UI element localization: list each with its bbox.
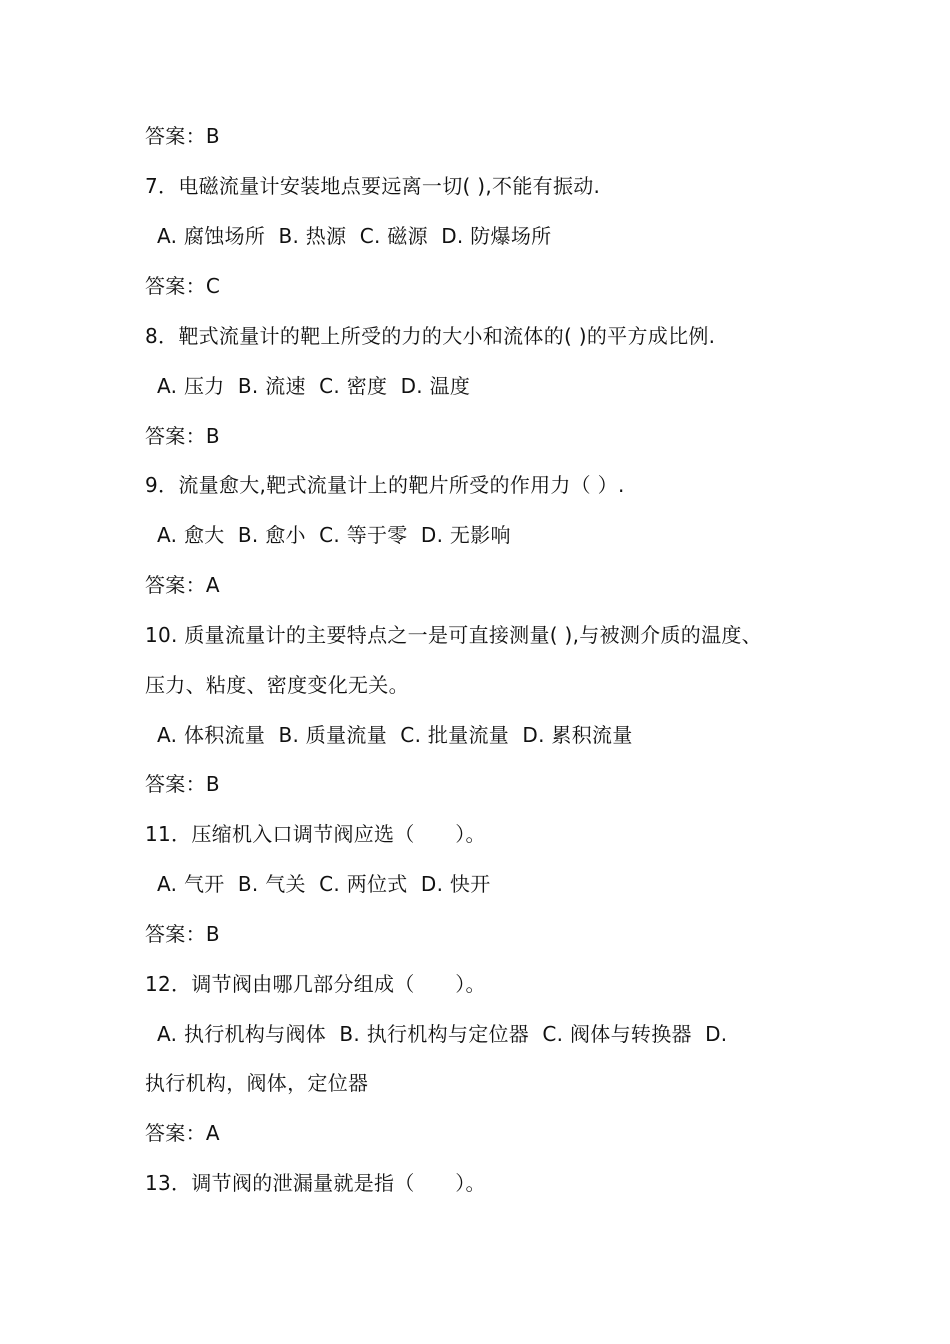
options-9: A. 愈大 B. 愈小 C. 等于零 D. 无影响 bbox=[157, 523, 511, 547]
answer-6: 答案：B bbox=[145, 124, 220, 148]
question-10-line-2: 压力、粘度、密度变化无关。 bbox=[145, 673, 409, 697]
options-12-line-2: 执行机构，阀体，定位器 bbox=[145, 1071, 369, 1095]
question-11: 11．压缩机入口调节阀应选（ ）。 bbox=[145, 822, 486, 846]
answer-11: 答案：B bbox=[145, 922, 220, 946]
answer-8: 答案：B bbox=[145, 424, 220, 448]
answer-9: 答案：A bbox=[145, 573, 220, 597]
question-12: 12．调节阀由哪几部分组成（ ）。 bbox=[145, 972, 486, 996]
question-7: 7．电磁流量计安装地点要远离一切( ),不能有振动. bbox=[145, 174, 601, 198]
options-10: A. 体积流量 B. 质量流量 C. 批量流量 D. 累积流量 bbox=[157, 723, 633, 747]
options-8: A. 压力 B. 流速 C. 密度 D. 温度 bbox=[157, 374, 471, 398]
options-12-line-1: A. 执行机构与阀体 B. 执行机构与定位器 C. 阀体与转换器 D. bbox=[157, 1022, 728, 1046]
answer-7: 答案：C bbox=[145, 274, 221, 298]
question-9: 9．流量愈大,靶式流量计上的靶片所受的作用力（ ）. bbox=[145, 473, 625, 497]
options-7: A. 腐蚀场所 B. 热源 C. 磁源 D. 防爆场所 bbox=[157, 224, 552, 248]
answer-10: 答案：B bbox=[145, 772, 220, 796]
options-11: A. 气开 B. 气关 C. 两位式 D. 快开 bbox=[157, 872, 491, 896]
answer-12: 答案：A bbox=[145, 1121, 220, 1145]
question-10-line-1: 10. 质量流量计的主要特点之一是可直接测量( ),与被测介质的温度、 bbox=[145, 623, 762, 647]
question-13: 13．调节阀的泄漏量就是指（ ）。 bbox=[145, 1171, 486, 1195]
question-8: 8．靶式流量计的靶上所受的力的大小和流体的( )的平方成比例. bbox=[145, 324, 716, 348]
